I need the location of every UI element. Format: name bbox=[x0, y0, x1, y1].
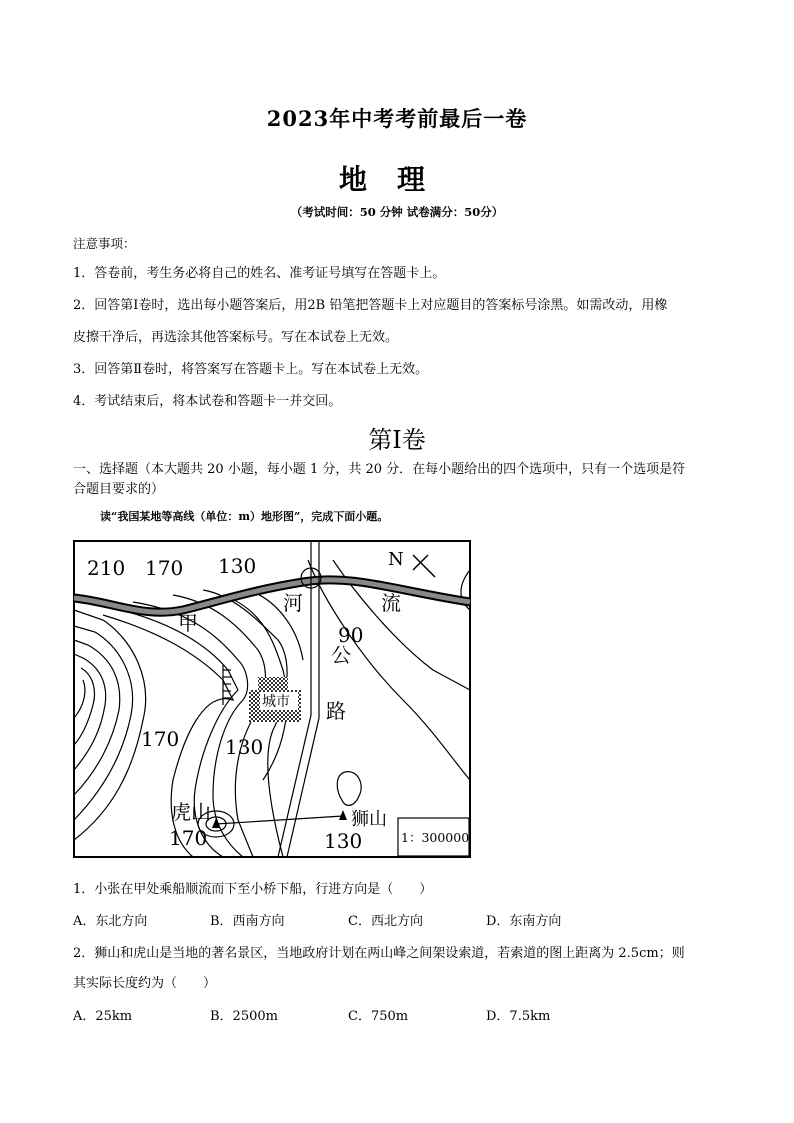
note-item: 2．回答第Ⅰ卷时，选出每小题答案后，用2B 铅笔把答题卡上对应题目的答案标号涂黑。如需改动，用橡 bbox=[73, 298, 668, 313]
subject-title: 地理 bbox=[338, 163, 455, 196]
contour-label: 90 bbox=[338, 623, 364, 647]
question-2-option-d[interactable]: D．7.5km bbox=[486, 1009, 551, 1024]
river-label: 流 bbox=[381, 591, 401, 615]
note-item: 1．答卷前，考生务必将自己的姓名、准考证号填写在答题卡上。 bbox=[73, 266, 446, 281]
contour-label: 130 bbox=[218, 554, 257, 578]
scale-label: 1：300000 bbox=[401, 830, 470, 845]
north-label: N bbox=[388, 549, 404, 570]
question-1-stem: 1．小张在甲处乘船顺流而下至小桥下船，行进方向是（ ） bbox=[73, 882, 433, 897]
tiger-mountain-label: 虎山 bbox=[171, 800, 211, 824]
notes-heading: 注意事项： bbox=[73, 236, 136, 251]
question-2-option-c[interactable]: C．750m bbox=[348, 1009, 409, 1024]
question-2-stem: 2．狮山和虎山是当地的著名景区，当地政府计划在两山峰之间架设索道，若索道的图上距离为 2.5cm；则 bbox=[73, 946, 685, 961]
note-item: 3．回答第Ⅱ卷时，将答案写在答题卡上。写在本试卷上无效。 bbox=[73, 362, 429, 377]
lion-mountain-label: 狮山 bbox=[351, 809, 387, 830]
contour-label: 130 bbox=[225, 735, 264, 759]
river-label: 河 bbox=[283, 591, 303, 615]
question-1-option-c[interactable]: C．西北方向 bbox=[348, 914, 423, 929]
question-2-option-b[interactable]: B．2500m bbox=[210, 1009, 278, 1024]
question-2-stem-cont: 其实际长度约为（ ） bbox=[73, 976, 217, 991]
road-label: 公 bbox=[331, 643, 351, 667]
contour-label: 130 bbox=[324, 829, 363, 853]
contour-label: 170 bbox=[169, 826, 208, 850]
section-instruction: 一、选择题（本大题共 20 小题，每小题 1 分，共 20 分．在每小题给出的四个选项中，只有一个选项是符 bbox=[73, 462, 686, 477]
section-instruction-cont: 合题目要求的） bbox=[73, 482, 165, 497]
place-label-jia: 甲 bbox=[178, 611, 198, 635]
road-label: 路 bbox=[326, 699, 346, 723]
question-1-option-d[interactable]: D．东南方向 bbox=[486, 914, 562, 929]
question-2-option-a[interactable]: A．25km bbox=[73, 1009, 133, 1024]
city-label: 城市 bbox=[262, 694, 290, 710]
note-item: 4．考试结束后，将本试卷和答题卡一并交回。 bbox=[73, 394, 342, 409]
contour-label: 170 bbox=[141, 727, 180, 751]
figure-prompt: 读“我国某地等高线（单位：m）地形图”，完成下面小题。 bbox=[100, 510, 389, 523]
exam-info: （考试时间：50 分钟 试卷满分：50分） bbox=[290, 205, 504, 219]
contour-label: 210 bbox=[87, 556, 126, 580]
contour-label: 170 bbox=[145, 556, 184, 580]
contour-map bbox=[73, 540, 471, 858]
section-title: 第Ⅰ卷 bbox=[368, 426, 426, 454]
exam-title: 2023年中考考前最后一卷 bbox=[266, 106, 528, 131]
note-item: 皮擦干净后，再选涂其他答案标号。写在本试卷上无效。 bbox=[73, 330, 399, 345]
question-1-option-a[interactable]: A．东北方向 bbox=[73, 914, 148, 929]
question-1-option-b[interactable]: B．西南方向 bbox=[210, 914, 285, 929]
